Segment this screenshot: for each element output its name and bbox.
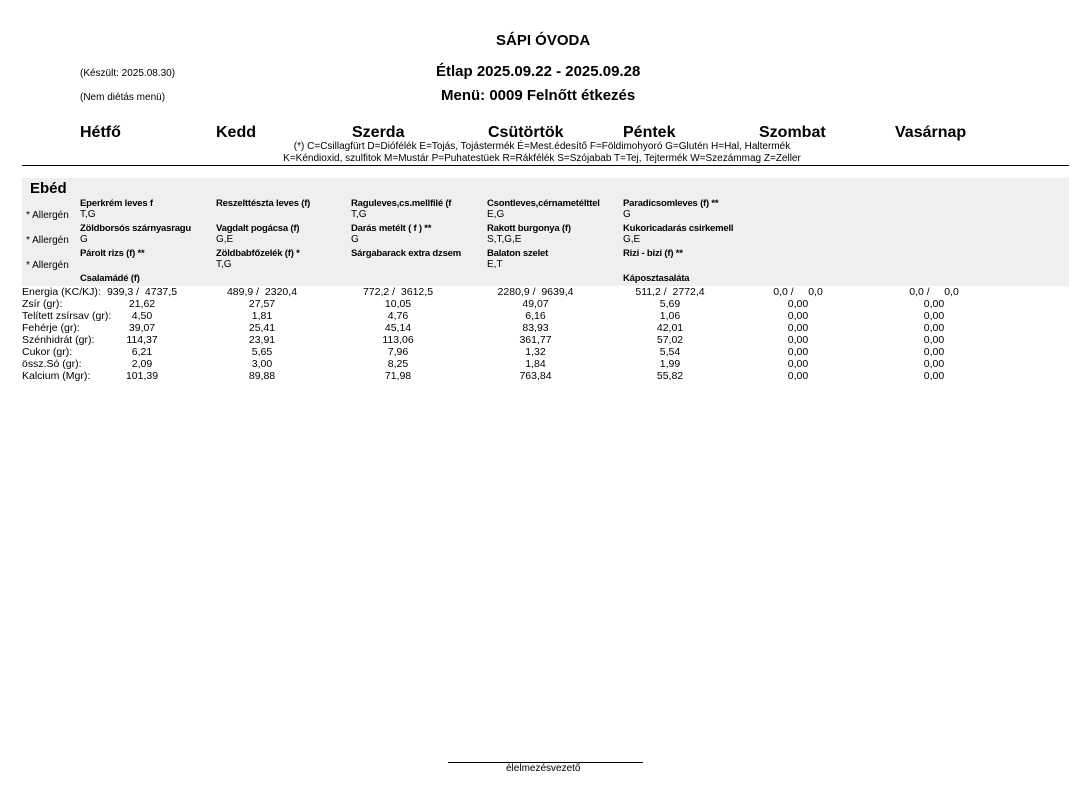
nutrition-value: 0,00 [923,358,945,370]
allergen-thu-2: S,T,G,E [487,234,522,245]
nutrition-value: 6,16 [525,310,546,322]
nutrition-value: 1,32 [525,346,546,358]
nutrition-value: 55,82 [656,370,684,382]
nutrition-label: Fehérje (gr): [22,322,80,334]
nutrition-value: 0,00 [787,310,809,322]
nutrition-label: Cukor (gr): [22,346,73,358]
nutrition-value: 4,76 [387,310,409,322]
extra-dish-fri: Káposztasaláta [623,273,690,284]
nutrition-value: 101,39 [125,370,159,382]
nutrition-value: 939,3 / 4737,5 [106,286,178,298]
dish-wed-3: Sárgabarack extra dzsem [351,248,461,259]
day-header-friday: Péntek [623,124,676,141]
nutrition-value: 763,84 [519,370,552,382]
allergen-label: * Allergén [26,210,69,221]
nutrition-label: Telített zsírsav (gr): [22,310,112,322]
nutrition-value: 5,54 [659,346,681,358]
school-title: SÁPI ÓVODA [496,32,591,49]
signature-label: élelmezésvezető [506,763,581,774]
nutrition-value: 361,77 [519,334,552,346]
dish-fri-1: Paradicsomleves (f) ** [623,198,719,209]
day-header-sunday: Vasárnap [895,124,967,141]
nutrition-label: össz.Só (gr): [22,358,82,370]
nutrition-value: 0,0 / 0,0 [773,286,823,298]
nutrition-value: 113,06 [382,334,414,346]
nutrition-value: 3,00 [251,358,273,370]
nutrition-value: 0,00 [923,334,945,346]
allergen-fri-2: G,E [623,234,641,245]
nutrition-value: 7,96 [387,346,409,358]
nutrition-value: 0,00 [923,310,945,322]
nutrition-value: 25,41 [248,322,276,334]
allergen-tue-3: T,G [216,259,232,270]
nutrition-value: 8,25 [387,358,409,370]
nutrition-value: 0,00 [787,322,809,334]
allergen-legend-line1: (*) C=Csillagfürt D=Diófélék E=Tojás, Tojástermék É=Mest.édesítő F=Földimohyoró G=Glutén H=Hal, Haltermék [293,141,791,152]
nutrition-value: 1,84 [525,358,546,370]
dish-fri-3: Rizi - bizi (f) ** [623,248,683,259]
nutrition-value: 489,9 / 2320,4 [226,286,298,298]
day-header-monday: Hétfő [80,124,121,141]
nutrition-value: 0,00 [787,370,809,382]
nutrition-value: 57,02 [656,334,684,346]
nutrition-value: 71,98 [384,370,412,382]
allergen-thu-1: E,G [487,209,505,220]
dish-fri-2: Kukoricadarás csirkemell [623,223,734,234]
nutrition-value: 114,37 [126,334,158,346]
nutrition-value: 1,81 [251,310,273,322]
nutrition-value: 0,00 [787,298,809,310]
menu-period: Étlap 2025.09.22 - 2025.09.28 [436,63,641,80]
dish-thu-1: Csontleves,cérnametélttel [487,198,600,209]
nutrition-value: 0,00 [923,322,945,334]
dish-thu-2: Rakott burgonya (f) [487,223,571,234]
nutrition-value: 0,00 [923,370,945,382]
nutrition-label: Szénhidrát (gr): [22,334,95,346]
nutrition-value: 0,00 [787,334,809,346]
dish-mon-1: Eperkrém leves f [80,198,153,209]
nutrition-value: 772,2 / 3612,5 [362,286,434,298]
nutrition-label: Energia (KC/KJ): [22,286,101,298]
dish-mon-3: Párolt rizs (f) ** [80,248,145,259]
nutrition-value: 0,0 / 0,0 [909,286,959,298]
allergen-legend-line2: K=Kéndioxid, szulfitok M=Mustár P=Puhatestüek R=Rákfélék S=Szójabab T=Tej, Tejtermék W=Szezámmag Z=Zeller [283,153,801,164]
menu-name: Menü: 0009 Felnőtt étkezés [441,87,636,104]
nutrition-value: 0,00 [923,346,945,358]
dish-mon-2: Zöldborsós szárnyasragu [80,223,192,234]
day-header-thursday: Csütörtök [488,124,564,141]
nutrition-value: 2280,9 / 9639,4 [497,286,574,298]
nutrition-label: Zsír (gr): [22,298,63,310]
nutrition-value: 21,62 [128,298,156,310]
nutrition-value: 83,93 [522,322,549,334]
nutrition-value: 0,00 [787,346,809,358]
nutrition-value: 42,01 [656,322,684,334]
nutrition-value: 39,07 [128,322,156,334]
day-header-saturday: Szombat [759,124,826,141]
section-title-lunch: Ebéd [30,180,67,197]
header-divider [22,165,1069,166]
created-date: (Készült: 2025.08.30) [80,68,176,79]
allergen-wed-2: G [351,234,359,245]
nutrition-value: 4,50 [131,310,153,322]
nutrition-label: Kalcium (Mgr): [22,370,91,382]
day-header-wednesday: Szerda [352,124,405,141]
nutrition-value: 1,99 [659,358,681,370]
nutrition-value: 23,91 [248,334,276,346]
dish-tue-3: Zöldbabfőzelék (f) * [216,248,300,259]
allergen-mon-2: G [80,234,88,245]
nutrition-value: 27,57 [248,298,276,310]
extra-dish-mon: Csalamádé (f) [80,273,140,284]
allergen-wed-1: T,G [351,209,367,220]
nutrition-value: 0,00 [923,298,945,310]
nutrition-value: 6,21 [131,346,153,358]
nutrition-value: 10,05 [384,298,412,310]
dish-tue-1: Reszelttészta leves (f) [216,198,311,209]
dish-thu-3: Balaton szelet [487,248,549,259]
menu-type: (Nem diétás menü) [80,92,166,103]
nutrition-value: 89,88 [248,370,276,382]
allergen-mon-1: T,G [80,209,96,220]
nutrition-value: 45,14 [384,322,412,334]
dish-wed-2: Darás metélt ( f ) ** [351,223,432,234]
nutrition-value: 5,69 [659,298,681,310]
allergen-label: * Allergén [26,235,69,246]
nutrition-value: 49,07 [522,298,549,310]
allergen-fri-1: G [623,209,631,220]
allergen-tue-2: G,E [216,234,234,245]
nutrition-value: 5,65 [251,346,273,358]
day-header-tuesday: Kedd [216,124,256,141]
nutrition-value: 0,00 [787,358,809,370]
allergen-label: * Allergén [26,260,69,271]
nutrition-value: 511,2 / 2772,4 [635,286,705,298]
nutrition-value: 1,06 [659,310,681,322]
allergen-thu-3: E,T [487,259,503,270]
dish-tue-2: Vagdalt pogácsa (f) [216,223,300,234]
nutrition-value: 2,09 [131,358,153,370]
dish-wed-1: Raguleves,cs.mellfilé (f [351,198,452,209]
